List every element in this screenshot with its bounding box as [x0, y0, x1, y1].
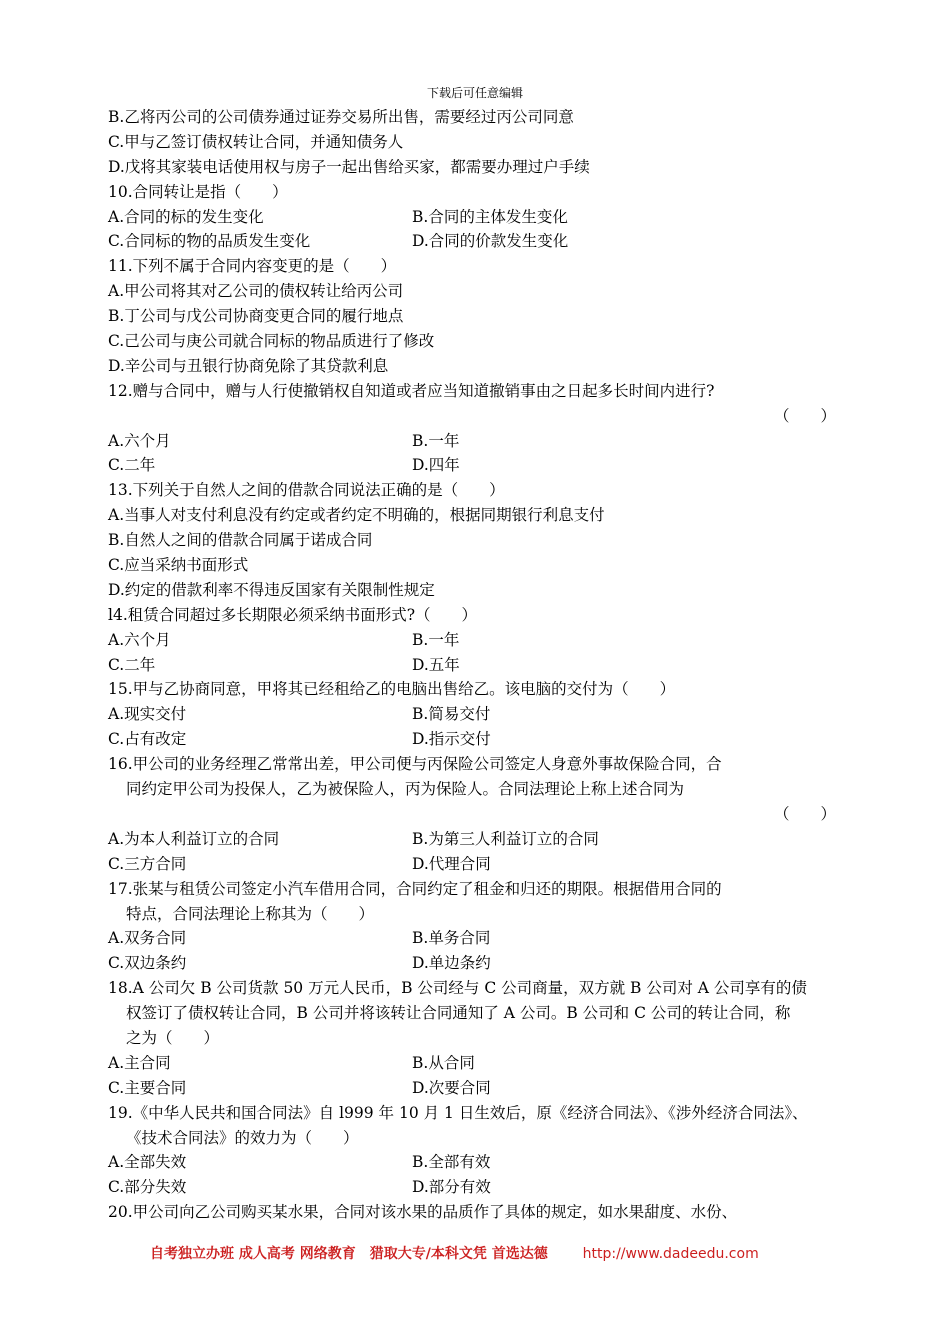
option-a: A.现实交付 [108, 705, 187, 724]
option-b: B.单务合同 [412, 929, 491, 948]
option-a: A.六个月 [108, 630, 171, 649]
option-d: D.单边条约 [412, 954, 491, 973]
question-16-cont: 同约定甲公司为投保人，乙为被保险人，丙为保险人。合同法理论上称上述合同为 [126, 780, 685, 799]
question-11: 11.下列不属于合同内容变更的是（ ） [108, 257, 397, 276]
question-14: l4.租赁合同超过多长期限必须采纳书面形式?（ ） [108, 605, 478, 624]
option-d: D.代理合同 [412, 854, 491, 873]
option-a: A.为本人利益订立的合同 [108, 829, 280, 848]
option-c: C.三方合同 [108, 854, 187, 873]
option-c: C.应当采纳书面形式 [108, 556, 249, 575]
option-d: D.四年 [412, 456, 460, 475]
option-d: D.辛公司与丑银行协商免除了其贷款利息 [108, 356, 389, 375]
question-19: 19.《中华人民共和国合同法》自 l999 年 10 月 1 日生效后，原《经济合同法》、《涉外经济合同法》、 [108, 1103, 808, 1122]
question-12: 12.赠与合同中，赠与人行使撤销权自知道或者应当知道撤销事由之日起多长时间内进行? [108, 381, 715, 400]
question-17-cont: 特点，合同法理论上称其为（ ） [126, 904, 375, 923]
document-body [108, 105, 850, 1225]
question-20: 20.甲公司向乙公司购买某水果，合同对该水果的品质作了具体的规定，如水果甜度、水份、 [108, 1203, 738, 1222]
option-text: C.甲与乙签订债权转让合同，并通知债务人 [108, 132, 404, 151]
option-c: C.二年 [108, 655, 156, 674]
option-b: B.合同的主体发生变化 [412, 207, 568, 226]
option-a: A.合同的标的发生变化 [108, 207, 264, 226]
option-c: C.双边条约 [108, 954, 187, 973]
question-10: 10.合同转让是指（ ） [108, 182, 288, 201]
footer-text: 自考独立办班 成人高考 网络教育 猎取大专/本科文凭 首选达德 [150, 1246, 548, 1262]
option-c: C.占有改定 [108, 730, 187, 749]
option-b: B.自然人之间的借款合同属于诺成合同 [108, 531, 373, 550]
option-d: D.指示交付 [412, 730, 491, 749]
option-b: B.简易交付 [412, 705, 491, 724]
page-footer [150, 1243, 759, 1263]
option-b: B.全部有效 [412, 1153, 491, 1172]
question-13: 13.下列关于自然人之间的借款合同说法正确的是（ ） [108, 481, 505, 500]
option-a: A.双务合同 [108, 929, 187, 948]
option-c: C.己公司与庚公司就合同标的物品质进行了修改 [108, 332, 435, 351]
option-c: C.部分失效 [108, 1178, 187, 1197]
option-a: A.主合同 [108, 1053, 171, 1072]
option-d: D.约定的借款利率不得违反国家有关限制性规定 [108, 580, 435, 599]
question-16: 16.甲公司的业务经理乙常常出差，甲公司便与丙保险公司签定人身意外事故保险合同，合 [108, 755, 722, 774]
option-text: B.乙将丙公司的公司债券通过证券交易所出售，需要经过丙公司同意 [108, 108, 574, 126]
option-text: D.戊将其家装电话使用权与房子一起出售给买家，都需要办理过户手续 [108, 157, 590, 176]
answer-parentheses: （ ） [773, 406, 836, 425]
option-d: D.五年 [412, 655, 460, 674]
question-18: 18.A 公司欠 B 公司货款 50 万元人民币，B 公司经与 C 公司商量，双方就 B 公司对 A 公司享有的债 [108, 979, 807, 998]
answer-parentheses: （ ） [773, 804, 836, 823]
option-a: A.甲公司将其对乙公司的债权转让给丙公司 [108, 282, 404, 301]
question-15: 15.甲与乙协商同意，甲将其已经租给乙的电脑出售给乙。该电脑的交付为（ ） [108, 680, 676, 699]
question-18-cont: 权签订了债权转让合同，B 公司并将该转让合同通知了 A 公司。B 公司和 C 公司的转让合同，称 [126, 1004, 791, 1023]
option-b: B.丁公司与戊公司协商变更合同的履行地点 [108, 307, 404, 326]
option-c: C.主要合同 [108, 1078, 187, 1097]
question-18-cont: 之为（ ） [126, 1028, 220, 1047]
question-17: 17.张某与租赁公司签定小汽车借用合同，合同约定了租金和归还的期限。根据借用合同的 [108, 879, 722, 898]
question-19-cont: 《技术合同法》的效力为（ ） [126, 1128, 359, 1147]
option-b: B.一年 [412, 431, 460, 450]
option-b: B.从合同 [412, 1053, 475, 1072]
option-a: A.六个月 [108, 431, 171, 450]
footer-url-link[interactable]: http://www.dadeedu.com [582, 1246, 759, 1262]
page-header: 下载后可任意编辑 [426, 86, 523, 100]
option-d: D.次要合同 [412, 1078, 491, 1097]
option-b: B.为第三人利益订立的合同 [412, 829, 599, 848]
option-b: B.一年 [412, 630, 460, 649]
option-d: D.合同的价款发生变化 [412, 232, 569, 251]
option-c: C.合同标的物的品质发生变化 [108, 232, 311, 251]
option-a: A.全部失效 [108, 1153, 187, 1172]
option-c: C.二年 [108, 456, 156, 475]
option-a: A.当事人对支付利息没有约定或者约定不明确的，根据同期银行利息支付 [108, 506, 605, 525]
option-d: D.部分有效 [412, 1178, 491, 1197]
